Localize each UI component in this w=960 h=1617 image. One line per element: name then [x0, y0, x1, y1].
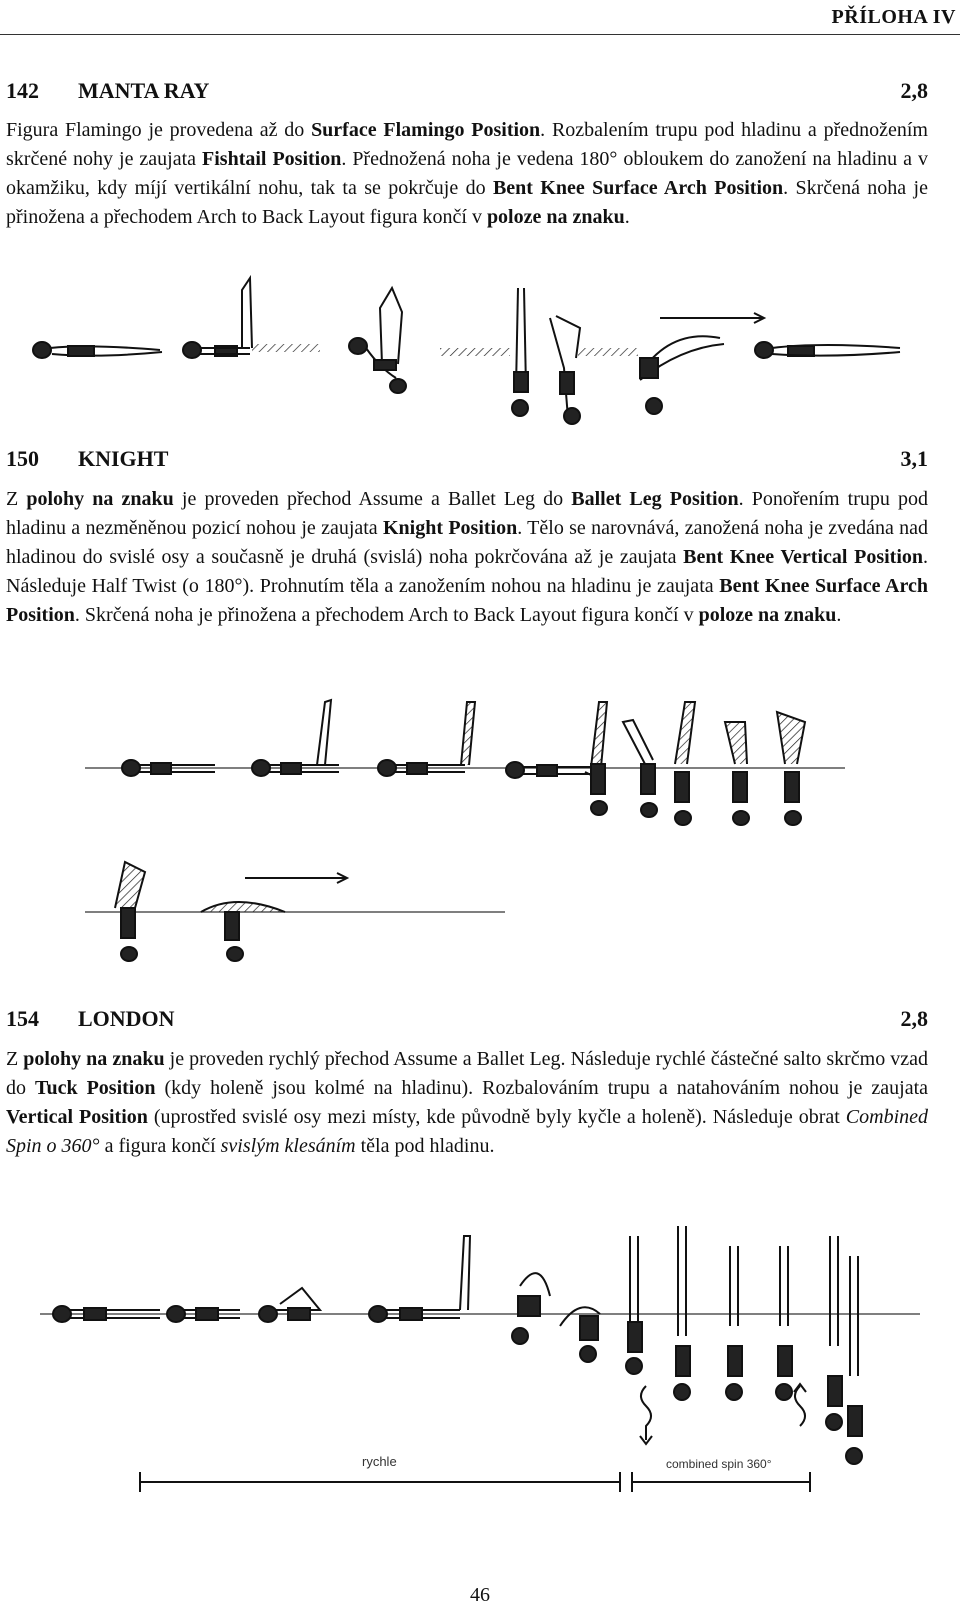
figure-illustration-manta-ray — [20, 268, 920, 434]
text-run: těla pod hladinu. — [355, 1135, 495, 1157]
section-heading-142 — [6, 78, 928, 108]
bold-term: Fishtail Position — [202, 148, 342, 170]
text-run: . Skrčená noha je přinožena a přechodem Arch to Back Layout figura končí v — [6, 177, 928, 228]
bold-term: poloze na znaku — [698, 604, 837, 626]
label-fast: rychle — [362, 1454, 397, 1469]
difficulty-score: 2,8 — [900, 1006, 928, 1031]
difficulty-score: 2,8 — [900, 78, 928, 103]
text-run: . — [624, 206, 630, 228]
label-combined-spin: combined spin 360° — [666, 1457, 772, 1471]
text-run: . Skrčená noha je přinožena a přechodem Arch to Back Layout figura končí v — [74, 604, 699, 626]
text-run: . Ponořením trupu pod hladinu a nezměněnou pozicí nohou je zaujata — [6, 488, 928, 539]
bold-term: Bent Knee Surface Arch Position — [6, 575, 928, 626]
bold-term: Knight Position — [383, 517, 518, 539]
italic-term: svislým klesáním — [220, 1135, 356, 1157]
text-run: . Tělo se narovnává, zanožená noha je zvedána nad hladinou do svislé osy a současně je druhá (svislá) noha pokrčována až je zaujata — [6, 517, 928, 568]
bold-term: Bent Knee Vertical Position — [683, 546, 923, 568]
figure-number: 154 — [6, 1006, 39, 1031]
description-paragraph-154 — [6, 1045, 928, 1161]
text-run: (kdy holeně jsou kolmé na hladinu). Rozbalováním trupu a natahováním nohou je zaujata — [155, 1077, 929, 1099]
figure-illustration-london — [40, 1226, 920, 1534]
bold-term: Surface Flamingo Position — [311, 119, 541, 141]
section-heading-154 — [6, 1006, 928, 1036]
bold-term: Vertical Position — [6, 1106, 148, 1128]
text-run: . Přednožená noha je vedena 180° obloukem do zanožení na hladinu a v okamžiku, kdy míjí vertikální nohu, tak ta se pokrčuje do — [6, 148, 928, 199]
figure-name: KNIGHT — [78, 446, 169, 471]
bold-term: Ballet Leg Position — [571, 488, 739, 510]
figure-number: 142 — [6, 78, 39, 103]
figure-name: MANTA RAY — [78, 78, 210, 103]
page-number: 46 — [470, 1584, 490, 1606]
text-run: . Následuje Half Twist (o 180°). Prohnutím těla a zanožením nohou na hladinu je zaujata — [6, 546, 928, 597]
text-run: je proveden přechod Assume a Ballet Leg do — [173, 488, 572, 510]
bold-term: Bent Knee Surface Arch Position — [492, 177, 784, 199]
bold-term: poloze na znaku — [486, 206, 625, 228]
italic-term: Combined Spin o 360° — [6, 1106, 928, 1157]
difficulty-score: 3,1 — [900, 446, 928, 471]
bold-term: Tuck Position — [34, 1077, 156, 1099]
page-header — [0, 0, 960, 35]
text-run: Figura Flamingo je provedena až do — [6, 119, 312, 141]
text-run: . Rozbalením trupu pod hladinu a přednožením skrčené nohy je zaujata — [6, 119, 928, 170]
figure-number: 150 — [6, 446, 39, 471]
appendix-title: PŘÍLOHA IV — [831, 6, 956, 28]
bold-term: polohy na znaku — [23, 1048, 165, 1070]
text-run: (uprostřed svislé osy mezi místy, kde původně byly kyčle a holeně). Následuje obrat — [147, 1106, 846, 1128]
text-run: . — [836, 604, 842, 626]
description-paragraph-142 — [6, 116, 928, 232]
description-paragraph-150 — [6, 485, 928, 630]
bold-term: polohy na znaku — [26, 488, 174, 510]
section-heading-150 — [6, 446, 928, 476]
text-run: Z — [6, 488, 27, 510]
figure-name: LONDON — [78, 1006, 175, 1031]
text-run: je proveden rychlý přechod Assume a Ballet Leg. Následuje rychlé částečné salto skrčmo vzad do — [6, 1048, 929, 1099]
text-run: Z — [6, 1048, 24, 1070]
figure-illustration-knight — [85, 672, 845, 990]
text-run: a figura končí — [99, 1135, 221, 1157]
